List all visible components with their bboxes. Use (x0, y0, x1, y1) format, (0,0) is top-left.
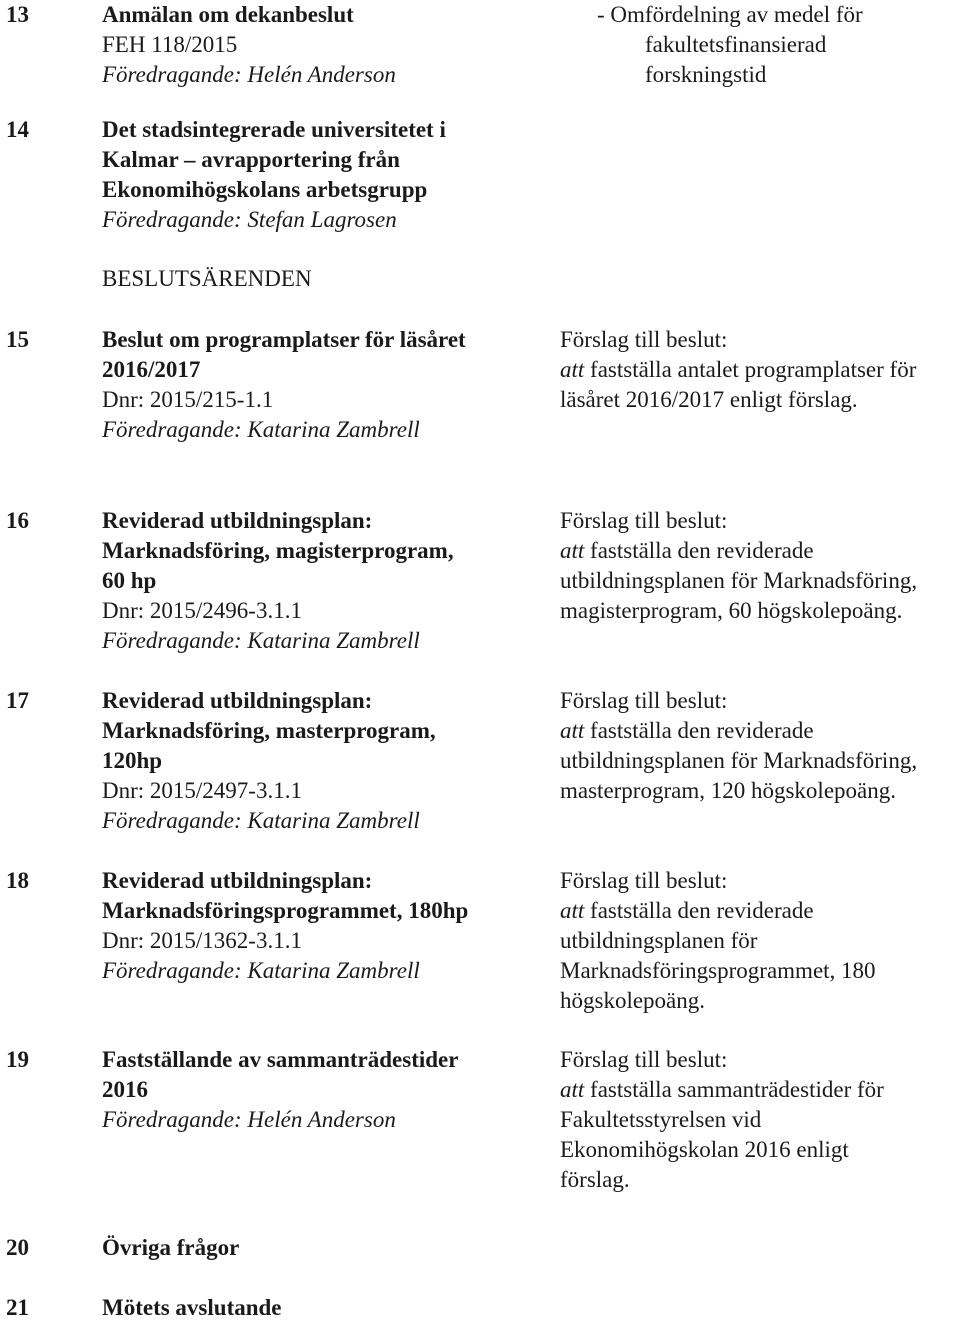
item-dnr: Dnr: 2015/215-1.1 (102, 387, 274, 412)
proposal-att: att (560, 538, 585, 563)
proposal-text: utbildningsplanen för Marknadsföring, (560, 568, 918, 593)
item-title: Marknadsföringsprogrammet, 180hp (102, 898, 469, 923)
item-left-column (102, 686, 532, 836)
item-number: 16 (6, 508, 29, 533)
proposal-att: att (560, 357, 585, 382)
item-number: 18 (6, 868, 29, 893)
item-title: Det stadsintegrerade universitetet i (102, 117, 446, 142)
item-title: Reviderad utbildningsplan: (102, 688, 373, 713)
proposal (560, 866, 960, 1016)
item-note: - Omfördelning av medel för (597, 2, 863, 27)
proposal-text: fastställa den reviderade (590, 538, 814, 563)
item-title: Beslut om programplatser för läsåret (102, 327, 466, 352)
item-title: 2016 (102, 1077, 148, 1102)
proposal-att: att (560, 898, 585, 923)
proposal-text: Marknadsföringsprogrammet, 180 (560, 958, 876, 983)
proposal (560, 686, 960, 806)
proposal-text: utbildningsplanen för Marknadsföring, (560, 748, 918, 773)
proposal-text: magisterprogram, 60 högskolepoäng. (560, 598, 903, 623)
item-title: 60 hp (102, 568, 157, 593)
proposal-text: Ekonomihögskolan 2016 enligt (560, 1137, 849, 1162)
proposal-text: högskolepoäng. (560, 988, 706, 1013)
item-title: Kalmar – avrapportering från (102, 147, 400, 172)
item-presenter: Föredragande: Helén Anderson (102, 1107, 396, 1132)
proposal-text: läsåret 2016/2017 enligt förslag. (560, 387, 858, 412)
item-left-column (102, 0, 532, 90)
item-left-column (102, 1293, 532, 1323)
proposal-heading: Förslag till beslut: (560, 1047, 728, 1072)
item-dnr: Dnr: 2015/2497-3.1.1 (102, 778, 302, 803)
item-number: 20 (6, 1235, 29, 1260)
item-title: Marknadsföring, magisterprogram, (102, 538, 454, 563)
item-number: 21 (6, 1295, 29, 1320)
proposal-text: Fakultetsstyrelsen vid (560, 1107, 762, 1132)
item-presenter: Föredragande: Katarina Zambrell (102, 808, 420, 833)
proposal-heading: Förslag till beslut: (560, 508, 728, 533)
proposal (560, 506, 960, 626)
proposal-text: masterprogram, 120 högskolepoäng. (560, 778, 896, 803)
proposal-text: fastställa sammanträdestider för (590, 1077, 884, 1102)
item-number: 15 (6, 327, 29, 352)
item-left-column (102, 866, 532, 986)
proposal-text: utbildningsplanen för (560, 928, 758, 953)
item-number: 14 (6, 117, 29, 142)
proposal-heading: Förslag till beslut: (560, 327, 728, 352)
proposal-att: att (560, 1077, 585, 1102)
item-number: 17 (6, 688, 29, 713)
item-title: Fastställande av sammanträdestider (102, 1047, 459, 1072)
proposal-text: fastställa antalet programplatser för (590, 357, 917, 382)
item-title: Övriga frågor (102, 1235, 240, 1260)
item-presenter: Föredragande: Katarina Zambrell (102, 417, 420, 442)
item-title: Ekonomihögskolans arbetsgrupp (102, 177, 428, 202)
item-number: 13 (6, 2, 29, 27)
proposal (560, 1045, 960, 1195)
item-presenter: Föredragande: Helén Anderson (102, 62, 396, 87)
item-number: 19 (6, 1047, 29, 1072)
section-heading: BESLUTSÄRENDEN (102, 266, 312, 291)
proposal (560, 325, 960, 415)
item-title: Marknadsföring, masterprogram, (102, 718, 436, 743)
item-reference: FEH 118/2015 (102, 32, 238, 57)
item-dnr: Dnr: 2015/2496-3.1.1 (102, 598, 302, 623)
item-left-column (102, 1233, 532, 1263)
item-title: Anmälan om dekanbeslut (102, 2, 354, 27)
item-left-column (102, 115, 532, 235)
item-presenter: Föredragande: Stefan Lagrosen (102, 207, 397, 232)
item-left-column (102, 1045, 532, 1135)
item-title: Mötets avslutande (102, 1295, 282, 1320)
item-left-column (102, 325, 532, 445)
proposal-heading: Förslag till beslut: (560, 868, 728, 893)
item-title: 2016/2017 (102, 357, 201, 382)
item-note: fakultetsfinansierad (645, 32, 827, 57)
item-presenter: Föredragande: Katarina Zambrell (102, 628, 420, 653)
item-note: forskningstid (645, 62, 767, 87)
item-title: 120hp (102, 748, 163, 773)
proposal-text: förslag. (560, 1167, 630, 1192)
proposal-att: att (560, 718, 585, 743)
item-title: Reviderad utbildningsplan: (102, 508, 373, 533)
item-title: Reviderad utbildningsplan: (102, 868, 373, 893)
item-right-column (597, 0, 960, 90)
item-left-column (102, 506, 532, 656)
item-dnr: Dnr: 2015/1362-3.1.1 (102, 928, 302, 953)
proposal-heading: Förslag till beslut: (560, 688, 728, 713)
item-presenter: Föredragande: Katarina Zambrell (102, 958, 420, 983)
proposal-text: fastställa den reviderade (590, 718, 814, 743)
proposal-text: fastställa den reviderade (590, 898, 814, 923)
